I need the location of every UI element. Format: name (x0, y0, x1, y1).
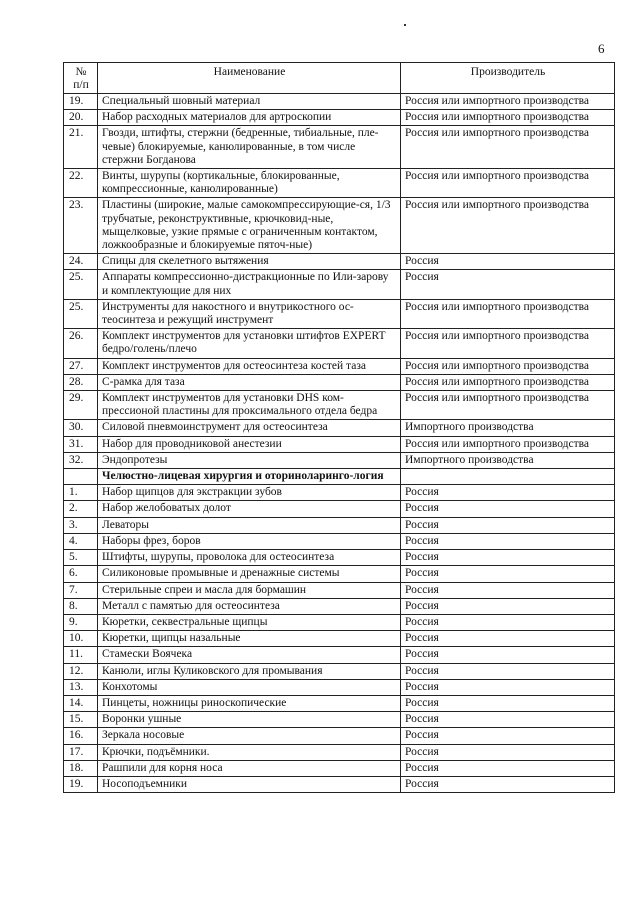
row-producer: Россия (401, 712, 615, 728)
row-name: Конхотомы (98, 679, 401, 695)
row-producer: Россия (401, 517, 615, 533)
row-producer: Россия или импортного производства (401, 94, 615, 110)
table-row (64, 452, 615, 468)
row-producer: Россия (401, 485, 615, 501)
row-name: Носоподъемники (98, 776, 401, 792)
page-number: 6 (598, 41, 605, 56)
table-row (64, 647, 615, 663)
row-producer: Россия (401, 550, 615, 566)
row-number: 29. (64, 391, 98, 420)
row-producer (401, 469, 615, 485)
row-number: 25. (64, 270, 98, 299)
row-name: Пинцеты, ножницы риноскопические (98, 695, 401, 711)
row-name: Зеркала носовые (98, 728, 401, 744)
table-row (64, 374, 615, 390)
table-row (64, 420, 615, 436)
table-row (64, 270, 615, 299)
row-producer: Россия (401, 254, 615, 270)
row-name: Челюстно-лицевая хирургия и оториноларинго-логия (98, 469, 401, 485)
row-name: Металл с памятью для остеосинтеза (98, 598, 401, 614)
table-row (64, 550, 615, 566)
table-row (64, 760, 615, 776)
row-number: 15. (64, 712, 98, 728)
row-name: Воронки ушные (98, 712, 401, 728)
row-name: Рашпили для корня носа (98, 760, 401, 776)
row-producer: Россия (401, 647, 615, 663)
row-producer: Россия (401, 760, 615, 776)
row-producer: Россия (401, 501, 615, 517)
table-row (64, 598, 615, 614)
row-number: 27. (64, 358, 98, 374)
row-number: 16. (64, 728, 98, 744)
table-row (64, 329, 615, 358)
row-number: 18. (64, 760, 98, 776)
row-name: Специальный шовный материал (98, 94, 401, 110)
row-producer: Россия (401, 598, 615, 614)
table-row (64, 436, 615, 452)
row-number: 21. (64, 126, 98, 169)
table-row (64, 299, 615, 328)
row-number: 22. (64, 169, 98, 198)
table-row (64, 712, 615, 728)
row-name: Набор желобоватых долот (98, 501, 401, 517)
header-producer: Производитель (401, 63, 615, 94)
table-row (64, 631, 615, 647)
row-number: 1. (64, 485, 98, 501)
row-number: 5. (64, 550, 98, 566)
row-producer: Россия или импортного производства (401, 198, 615, 254)
row-number: 11. (64, 647, 98, 663)
row-producer: Россия или импортного производства (401, 436, 615, 452)
table-row (64, 582, 615, 598)
row-name: Набор для проводниковой анестезии (98, 436, 401, 452)
row-producer: Россия или импортного производства (401, 169, 615, 198)
row-number: 4. (64, 533, 98, 549)
row-name: Канюли, иглы Куликовского для промывания (98, 663, 401, 679)
table-row (64, 358, 615, 374)
row-name: Леваторы (98, 517, 401, 533)
row-producer: Россия или импортного производства (401, 126, 615, 169)
table-row (64, 254, 615, 270)
row-producer: Россия (401, 728, 615, 744)
table-row (64, 744, 615, 760)
table-row (64, 776, 615, 792)
row-name: Комплект инструментов для установки DHS ком-прессионой пластины для проксимального отдела бедра (98, 391, 401, 420)
table-row (64, 566, 615, 582)
row-name: Спицы для скелетного вытяжения (98, 254, 401, 270)
row-number: 31. (64, 436, 98, 452)
row-producer: Россия или импортного производства (401, 299, 615, 328)
row-producer: Россия или импортного производства (401, 391, 615, 420)
row-number: 2. (64, 501, 98, 517)
row-producer: Россия (401, 679, 615, 695)
header-num: № п/п (64, 63, 98, 94)
table-row (64, 391, 615, 420)
table-row (64, 533, 615, 549)
table-row (64, 485, 615, 501)
row-name: Комплект инструментов для установки штифтов EXPERT бедро/голень/плечо (98, 329, 401, 358)
table-header-row (64, 63, 615, 94)
row-number: 26. (64, 329, 98, 358)
table-row (64, 614, 615, 630)
row-name: Винты, шурупы (кортикальные, блокированные, компрессионные, канюлированные) (98, 169, 401, 198)
row-number: 20. (64, 110, 98, 126)
table-row (64, 169, 615, 198)
row-number: 19. (64, 776, 98, 792)
row-number: 25. (64, 299, 98, 328)
row-producer: Россия (401, 582, 615, 598)
row-number: 6. (64, 566, 98, 582)
row-producer: Россия (401, 744, 615, 760)
table-body (64, 94, 615, 793)
row-producer: Россия или импортного производства (401, 110, 615, 126)
row-number (64, 469, 98, 485)
row-name: Крючки, подъёмники. (98, 744, 401, 760)
row-name: Стерильные спреи и масла для бормашин (98, 582, 401, 598)
row-producer: Россия (401, 776, 615, 792)
row-name: Кюретки, щипцы назальные (98, 631, 401, 647)
row-name: Аппараты компрессионно-дистракционные по Или-зарову и комплектующие для них (98, 270, 401, 299)
row-name: Штифты, шурупы, проволока для остеосинтеза (98, 550, 401, 566)
row-name: Силовой пневмоинструмент для остеосинтеза (98, 420, 401, 436)
row-number: 12. (64, 663, 98, 679)
header-name: Наименование (98, 63, 401, 94)
row-name: Инструменты для накостного и внутрикостного ос-теосинтеза и режущий инструмент (98, 299, 401, 328)
row-producer: Импортного производства (401, 452, 615, 468)
products-table (63, 62, 615, 793)
row-number: 19. (64, 94, 98, 110)
row-name: Силиконовые промывные и дренажные системы (98, 566, 401, 582)
row-name: Пластины (широкие, малые самокомпрессирующие-ся, 1/3 трубчатые, реконструктивные, крючковид-ные, мыщелковые, узкие прямые с ограниченным контактом, ложкообразные и блокируемые пяточ-ные) (98, 198, 401, 254)
row-producer: Россия или импортного производства (401, 329, 615, 358)
table-row (64, 695, 615, 711)
row-producer: Россия (401, 614, 615, 630)
table-row (64, 126, 615, 169)
row-number: 8. (64, 598, 98, 614)
table-row (64, 198, 615, 254)
row-number: 23. (64, 198, 98, 254)
section-row (64, 469, 615, 485)
row-name: Стамески Воячека (98, 647, 401, 663)
row-name: Наборы фрез, боров (98, 533, 401, 549)
row-name: Комплект инструментов для остеосинтеза костей таза (98, 358, 401, 374)
row-producer: Россия (401, 695, 615, 711)
row-name: С-рамка для таза (98, 374, 401, 390)
row-producer: Россия или импортного производства (401, 358, 615, 374)
table-row (64, 501, 615, 517)
row-number: 28. (64, 374, 98, 390)
row-number: 14. (64, 695, 98, 711)
row-number: 9. (64, 614, 98, 630)
row-name: Набор расходных материалов для артроскопии (98, 110, 401, 126)
row-number: 13. (64, 679, 98, 695)
table-row (64, 110, 615, 126)
row-name: Эндопротезы (98, 452, 401, 468)
row-name: Гвозди, штифты, стержни (бедренные, тибиальные, пле-чевые) блокируемые, канюлированные, в том числе стержни Богданова (98, 126, 401, 169)
row-producer: Россия или импортного производства (401, 374, 615, 390)
row-number: 10. (64, 631, 98, 647)
row-name: Набор щипцов для экстракции зубов (98, 485, 401, 501)
row-number: 32. (64, 452, 98, 468)
stray-dot (404, 24, 406, 26)
row-number: 17. (64, 744, 98, 760)
row-number: 7. (64, 582, 98, 598)
table-row (64, 517, 615, 533)
row-number: 30. (64, 420, 98, 436)
table-row (64, 663, 615, 679)
table-row (64, 679, 615, 695)
row-producer: Россия (401, 270, 615, 299)
table-row (64, 94, 615, 110)
row-name: Кюретки, секвестральные щипцы (98, 614, 401, 630)
row-number: 3. (64, 517, 98, 533)
row-producer: Россия (401, 533, 615, 549)
row-producer: Импортного производства (401, 420, 615, 436)
table-row (64, 728, 615, 744)
row-producer: Россия (401, 566, 615, 582)
row-number: 24. (64, 254, 98, 270)
row-producer: Россия (401, 663, 615, 679)
row-producer: Россия (401, 631, 615, 647)
